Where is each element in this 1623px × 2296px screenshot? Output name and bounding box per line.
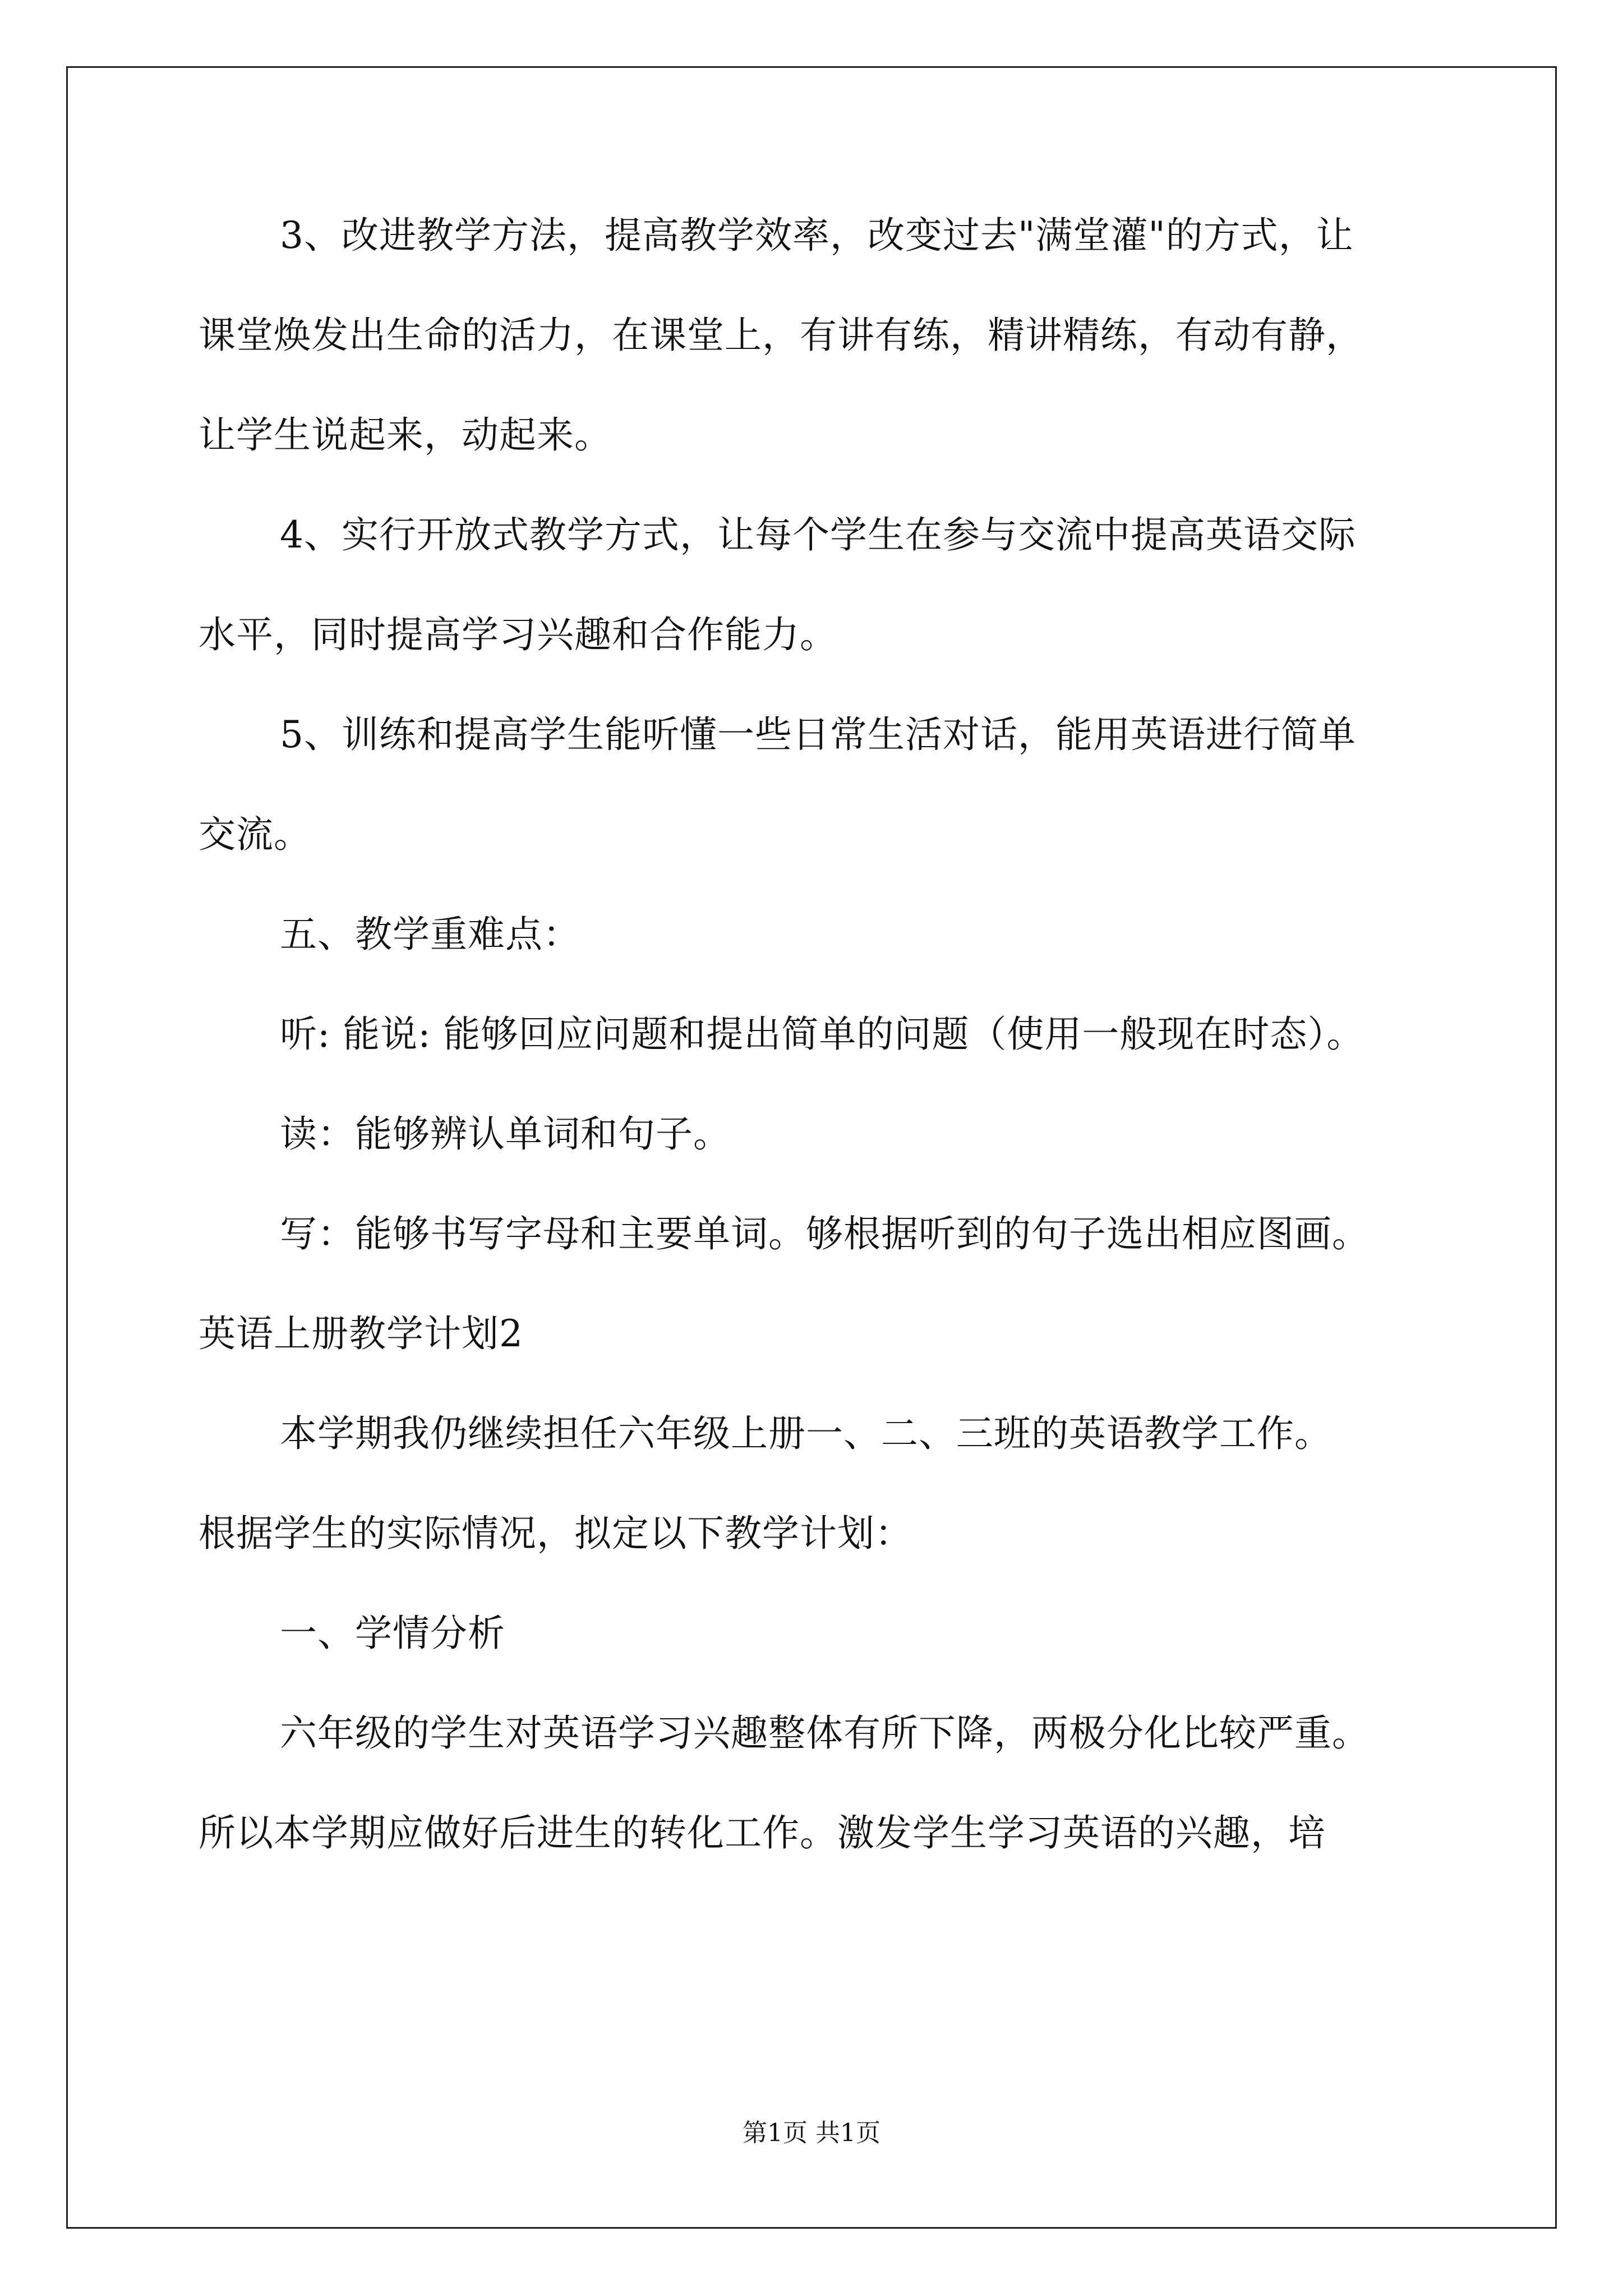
paragraph-line: 六年级的学生对英语学习兴趣整体有所下降，两极分化比较严重。 [280, 1711, 1370, 1755]
document-title: 英语上册教学计划2 [199, 1312, 523, 1355]
paragraph-line: 课堂焕发出生命的活力，在课堂上，有讲有练，精讲精练，有动有静， [199, 314, 1363, 357]
page-footer: 第1页 共1页 [743, 2119, 880, 2147]
paragraph-line: 所以本学期应做好后进生的转化工作。激发学生学习英语的兴趣，培 [199, 1811, 1326, 1855]
paragraph-line: 让学生说起来，动起来。 [199, 413, 612, 457]
paragraph-line: 水平，同时提高学习兴趣和合作能力。 [199, 613, 837, 656]
paragraph-line: 本学期我仍继续担任六年级上册一、二、三班的英语教学工作。 [280, 1412, 1332, 1455]
paragraph-line: 听: 能说: 能够回应问题和提出简单的问题（使用一般现在时态）。 [280, 1013, 1364, 1056]
paragraph-line: 5、训练和提高学生能听懂一些日常生活对话，能用英语进行简单 [280, 713, 1356, 756]
paragraph-line: 交流。 [199, 813, 311, 856]
paragraph-line: 读：能够辨认单词和句子。 [280, 1112, 731, 1156]
section-heading: 一、学情分析 [280, 1612, 505, 1655]
paragraph-line: 根据学生的实际情况，拟定以下教学计划： [199, 1512, 912, 1555]
paragraph-line: 4、实行开放式教学方式，让每个学生在参与交流中提高英语交际 [280, 513, 1356, 556]
paragraph-line: 3、改进教学方法，提高教学效率，改变过去"满堂灌"的方式，让 [280, 214, 1354, 257]
section-heading: 五、教学重难点： [280, 913, 580, 956]
paragraph-line: 写：能够书写字母和主要单词。够根据听到的句子选出相应图画。 [280, 1212, 1370, 1255]
